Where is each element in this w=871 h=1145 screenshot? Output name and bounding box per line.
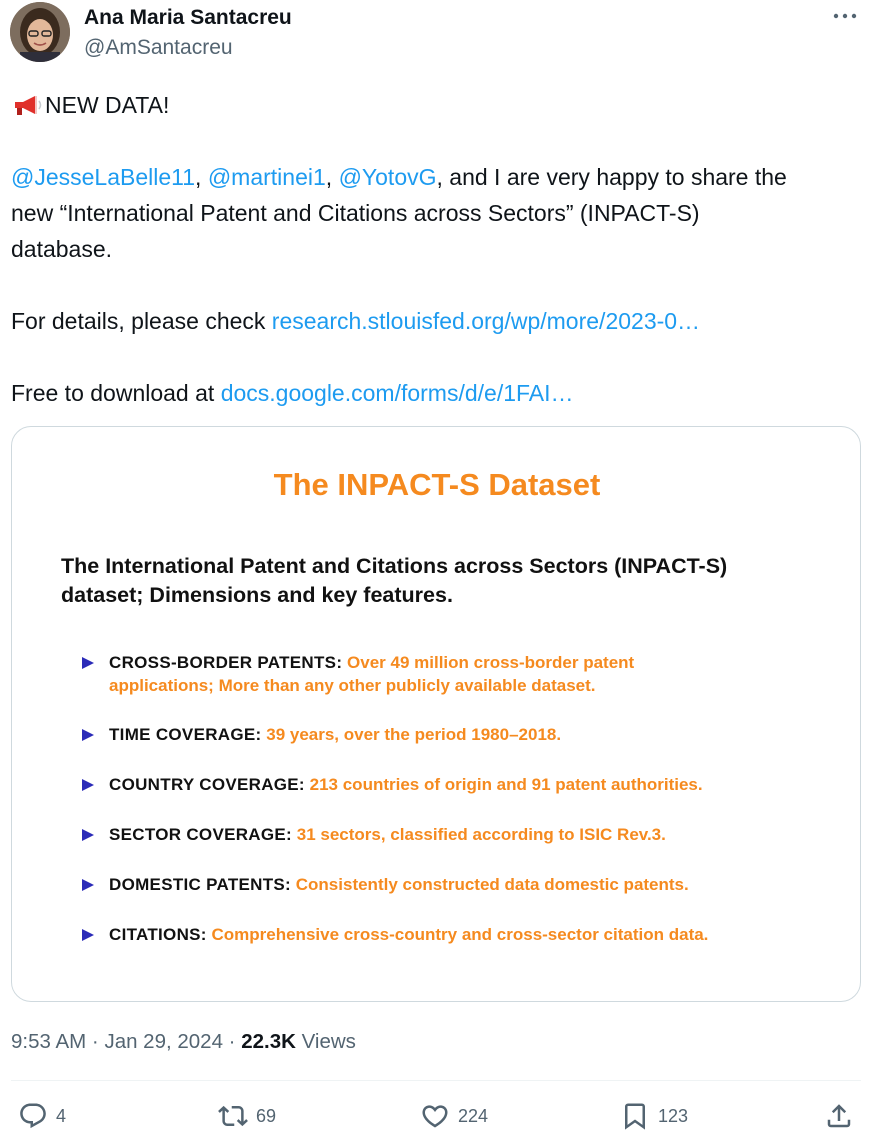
author-name[interactable]: Ana Maria Santacreu (84, 6, 292, 29)
slide-item-line (109, 723, 561, 746)
mention-yotovg[interactable]: @YotovG (338, 164, 437, 190)
slide-item-line (109, 823, 666, 846)
slide-item-label: TIME COVERAGE: (109, 725, 262, 744)
like-button[interactable] (420, 1100, 488, 1132)
tweet-line-download (11, 375, 861, 411)
details-prefix: For details, please check (11, 308, 272, 334)
repost-count: 69 (256, 1105, 277, 1126)
slide-subtitle (61, 552, 821, 610)
bullet-icon (82, 657, 94, 669)
tweet-text (11, 87, 861, 411)
more-options-icon[interactable] (828, 4, 862, 28)
slide-item-label: DOMESTIC PATENTS: (109, 875, 292, 894)
tweet-line-details (11, 303, 861, 339)
avatar-photo (10, 2, 70, 62)
views-count: 22.3K (241, 1030, 296, 1053)
divider (11, 1080, 861, 1081)
megaphone-icon (11, 91, 45, 115)
meta-separator: · (222, 1030, 242, 1053)
slide-item-line (109, 923, 708, 946)
slide-item-desc-cont: applications; More than any other publicly available dataset. (109, 676, 596, 695)
separator: , (325, 164, 339, 190)
slide-item-label: SECTOR COVERAGE: (109, 825, 293, 844)
action-bar (0, 1092, 871, 1142)
slide-item-label: CROSS-BORDER PATENTS: (109, 653, 343, 672)
author-handle[interactable]: @AmSantacreu (84, 36, 233, 59)
mention-martinei1[interactable]: @martinei1 (207, 164, 326, 190)
bullet-icon (82, 829, 94, 841)
tweet-line2-text: , and I are very happy to share the (436, 164, 787, 190)
tweet-line-new-data (11, 87, 861, 123)
slide-item-desc: Over 49 million cross-border patent (347, 653, 635, 672)
slide-item-desc: 39 years, over the period 1980–2018. (266, 725, 562, 744)
bullet-icon (82, 879, 94, 891)
slide-item-cross-border (82, 651, 782, 697)
tweet-line-mentions (11, 159, 861, 195)
slide-item-line (109, 773, 703, 796)
slide-title: The INPACT-S Dataset (273, 467, 601, 502)
tweet-header (0, 0, 871, 70)
mention-jesselabelle11[interactable]: @JesseLaBelle11 (11, 164, 196, 190)
views-label: Views (295, 1030, 356, 1053)
reply-count: 4 (56, 1105, 67, 1126)
tweet-date[interactable]: Jan 29, 2024 (104, 1030, 223, 1053)
tweet-time[interactable]: 9:53 AM (11, 1030, 87, 1053)
heart-icon (420, 1101, 450, 1131)
like-count: 224 (458, 1105, 489, 1126)
slide-item-desc: 213 countries of origin and 91 patent authorities. (309, 775, 703, 794)
slide-item-line (109, 651, 634, 674)
reply-button[interactable] (18, 1100, 66, 1132)
tweet-line3: new “International Patent and Citations across Sectors” (INPACT-S) (11, 200, 700, 226)
share-button[interactable] (824, 1100, 854, 1132)
slide-item-desc: Comprehensive cross-country and cross-sector citation data. (211, 925, 709, 944)
bookmark-button[interactable] (620, 1100, 688, 1132)
slide-item-label: CITATIONS: (109, 925, 207, 944)
slide-item-label: COUNTRY COVERAGE: (109, 775, 305, 794)
repost-icon (218, 1101, 248, 1131)
bookmark-icon (620, 1101, 650, 1131)
tweet-line4: database. (11, 236, 113, 262)
slide-subtitle-line1: The International Patent and Citations across Sectors (INPACT-S) (61, 554, 728, 578)
slide-item-desc: Consistently constructed data domestic patents. (295, 875, 689, 894)
download-prefix: Free to download at (11, 380, 221, 406)
slide-item-desc: 31 sectors, classified according to ISIC Rev.3. (296, 825, 666, 844)
repost-button[interactable] (218, 1100, 276, 1132)
share-icon (824, 1101, 854, 1131)
new-data-text: NEW DATA! (45, 92, 170, 118)
bullet-icon (82, 779, 94, 791)
tweet-media-image[interactable] (11, 426, 861, 1002)
separator: , (195, 164, 208, 190)
tweet-meta (11, 1030, 356, 1054)
bullet-icon (82, 929, 94, 941)
download-link[interactable]: docs.google.com/forms/d/e/1FAI… (220, 380, 574, 406)
meta-separator: · (86, 1030, 105, 1053)
details-link[interactable]: research.stlouisfed.org/wp/more/2023-0… (271, 308, 701, 334)
slide-item-line (109, 873, 689, 896)
bookmark-count: 123 (658, 1105, 689, 1126)
slide-subtitle-line2: dataset; Dimensions and key features. (61, 583, 453, 607)
reply-icon (18, 1101, 48, 1131)
bullet-icon (82, 729, 94, 741)
author-avatar[interactable] (10, 2, 70, 62)
